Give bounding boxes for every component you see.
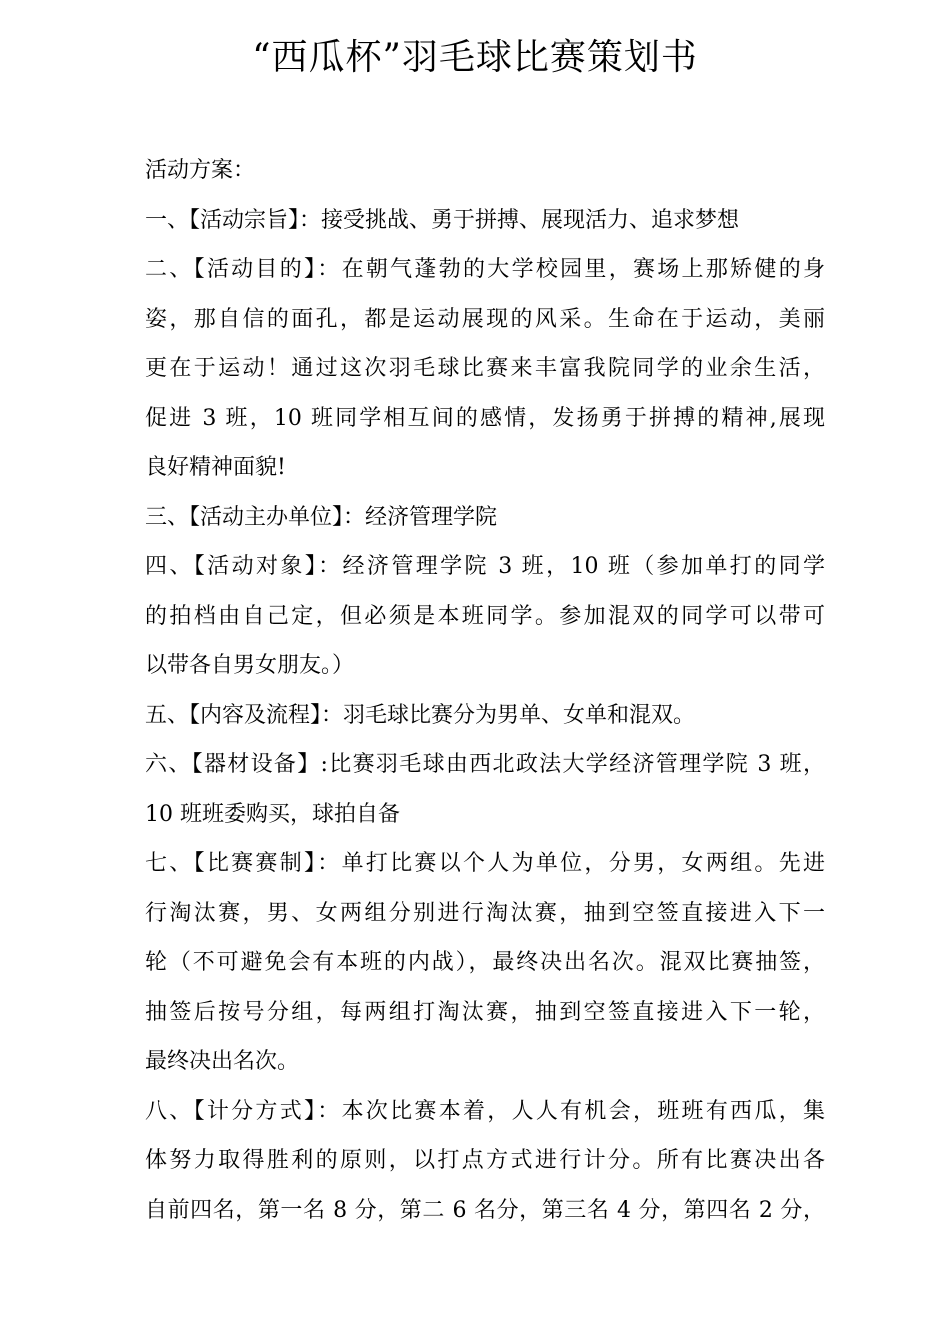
document-body [145,146,825,1235]
text-line: 抽签后按号分组，每两组打淘汰赛，抽到空签直接进入下一轮， [145,999,825,1025]
text-line: 六、【器材设备】:比赛羽毛球由西北政法大学经济管理学院 3 班， [145,752,825,777]
text-line: 活动方案： [145,158,256,183]
text-line: 10 班班委购买，球拍自备 [145,801,400,827]
text-line: 轮（不可避免会有本班的内战），最终决出名次。混双比赛抽签， [145,950,825,975]
document-title: “西瓜杯”羽毛球比赛策划书 [252,37,698,78]
text-line: 以带各自男女朋友。） [145,653,355,678]
text-line: 三、【活动主办单位】：经济管理学院 [145,504,498,530]
text-line: 二、【活动目的】：在朝气蓬勃的大学校园里，赛场上那矫健的身 [145,257,825,282]
text-line: 促进 3 班，10 班同学相互间的感情，发扬勇于拼搏的精神,展现 [145,405,825,431]
text-line: 良好精神面貌! [145,455,286,480]
text-line: 更在于运动！通过这次羽毛球比赛来丰富我院同学的业余生活， [145,356,825,381]
text-line: 七、【比赛赛制】：单打比赛以个人为单位，分男，女两组。先进 [145,851,825,876]
text-line: 一、【活动宗旨】：接受挑战、勇于拼搏、展现活力、追求梦想 [145,207,740,233]
text-line: 五、【内容及流程】：羽毛球比赛分为男单、女单和混双。 [145,702,696,728]
text-line: 自前四名，第一名 8 分，第二 6 名分，第三名 4 分，第四名 2 分， [145,1197,825,1223]
text-line: 行淘汰赛，男、女两组分别进行淘汰赛，抽到空签直接进入下一 [145,900,825,926]
text-line: 最终决出名次。 [145,1049,300,1074]
text-line: 八、【计分方式】：本次比赛本着，人人有机会，班班有西瓜，集 [145,1098,825,1124]
text-line: 四、【活动对象】：经济管理学院 3 班，10 班（参加单打的同学 [145,554,825,579]
text-line: 体努力取得胜利的原则，以打点方式进行计分。所有比赛决出各 [145,1148,825,1173]
text-line: 姿，那自信的面孔，都是运动展现的风采。生命在于运动，美丽 [145,306,825,332]
text-line: 的拍档由自己定，但必须是本班同学。参加混双的同学可以带可 [145,603,825,629]
